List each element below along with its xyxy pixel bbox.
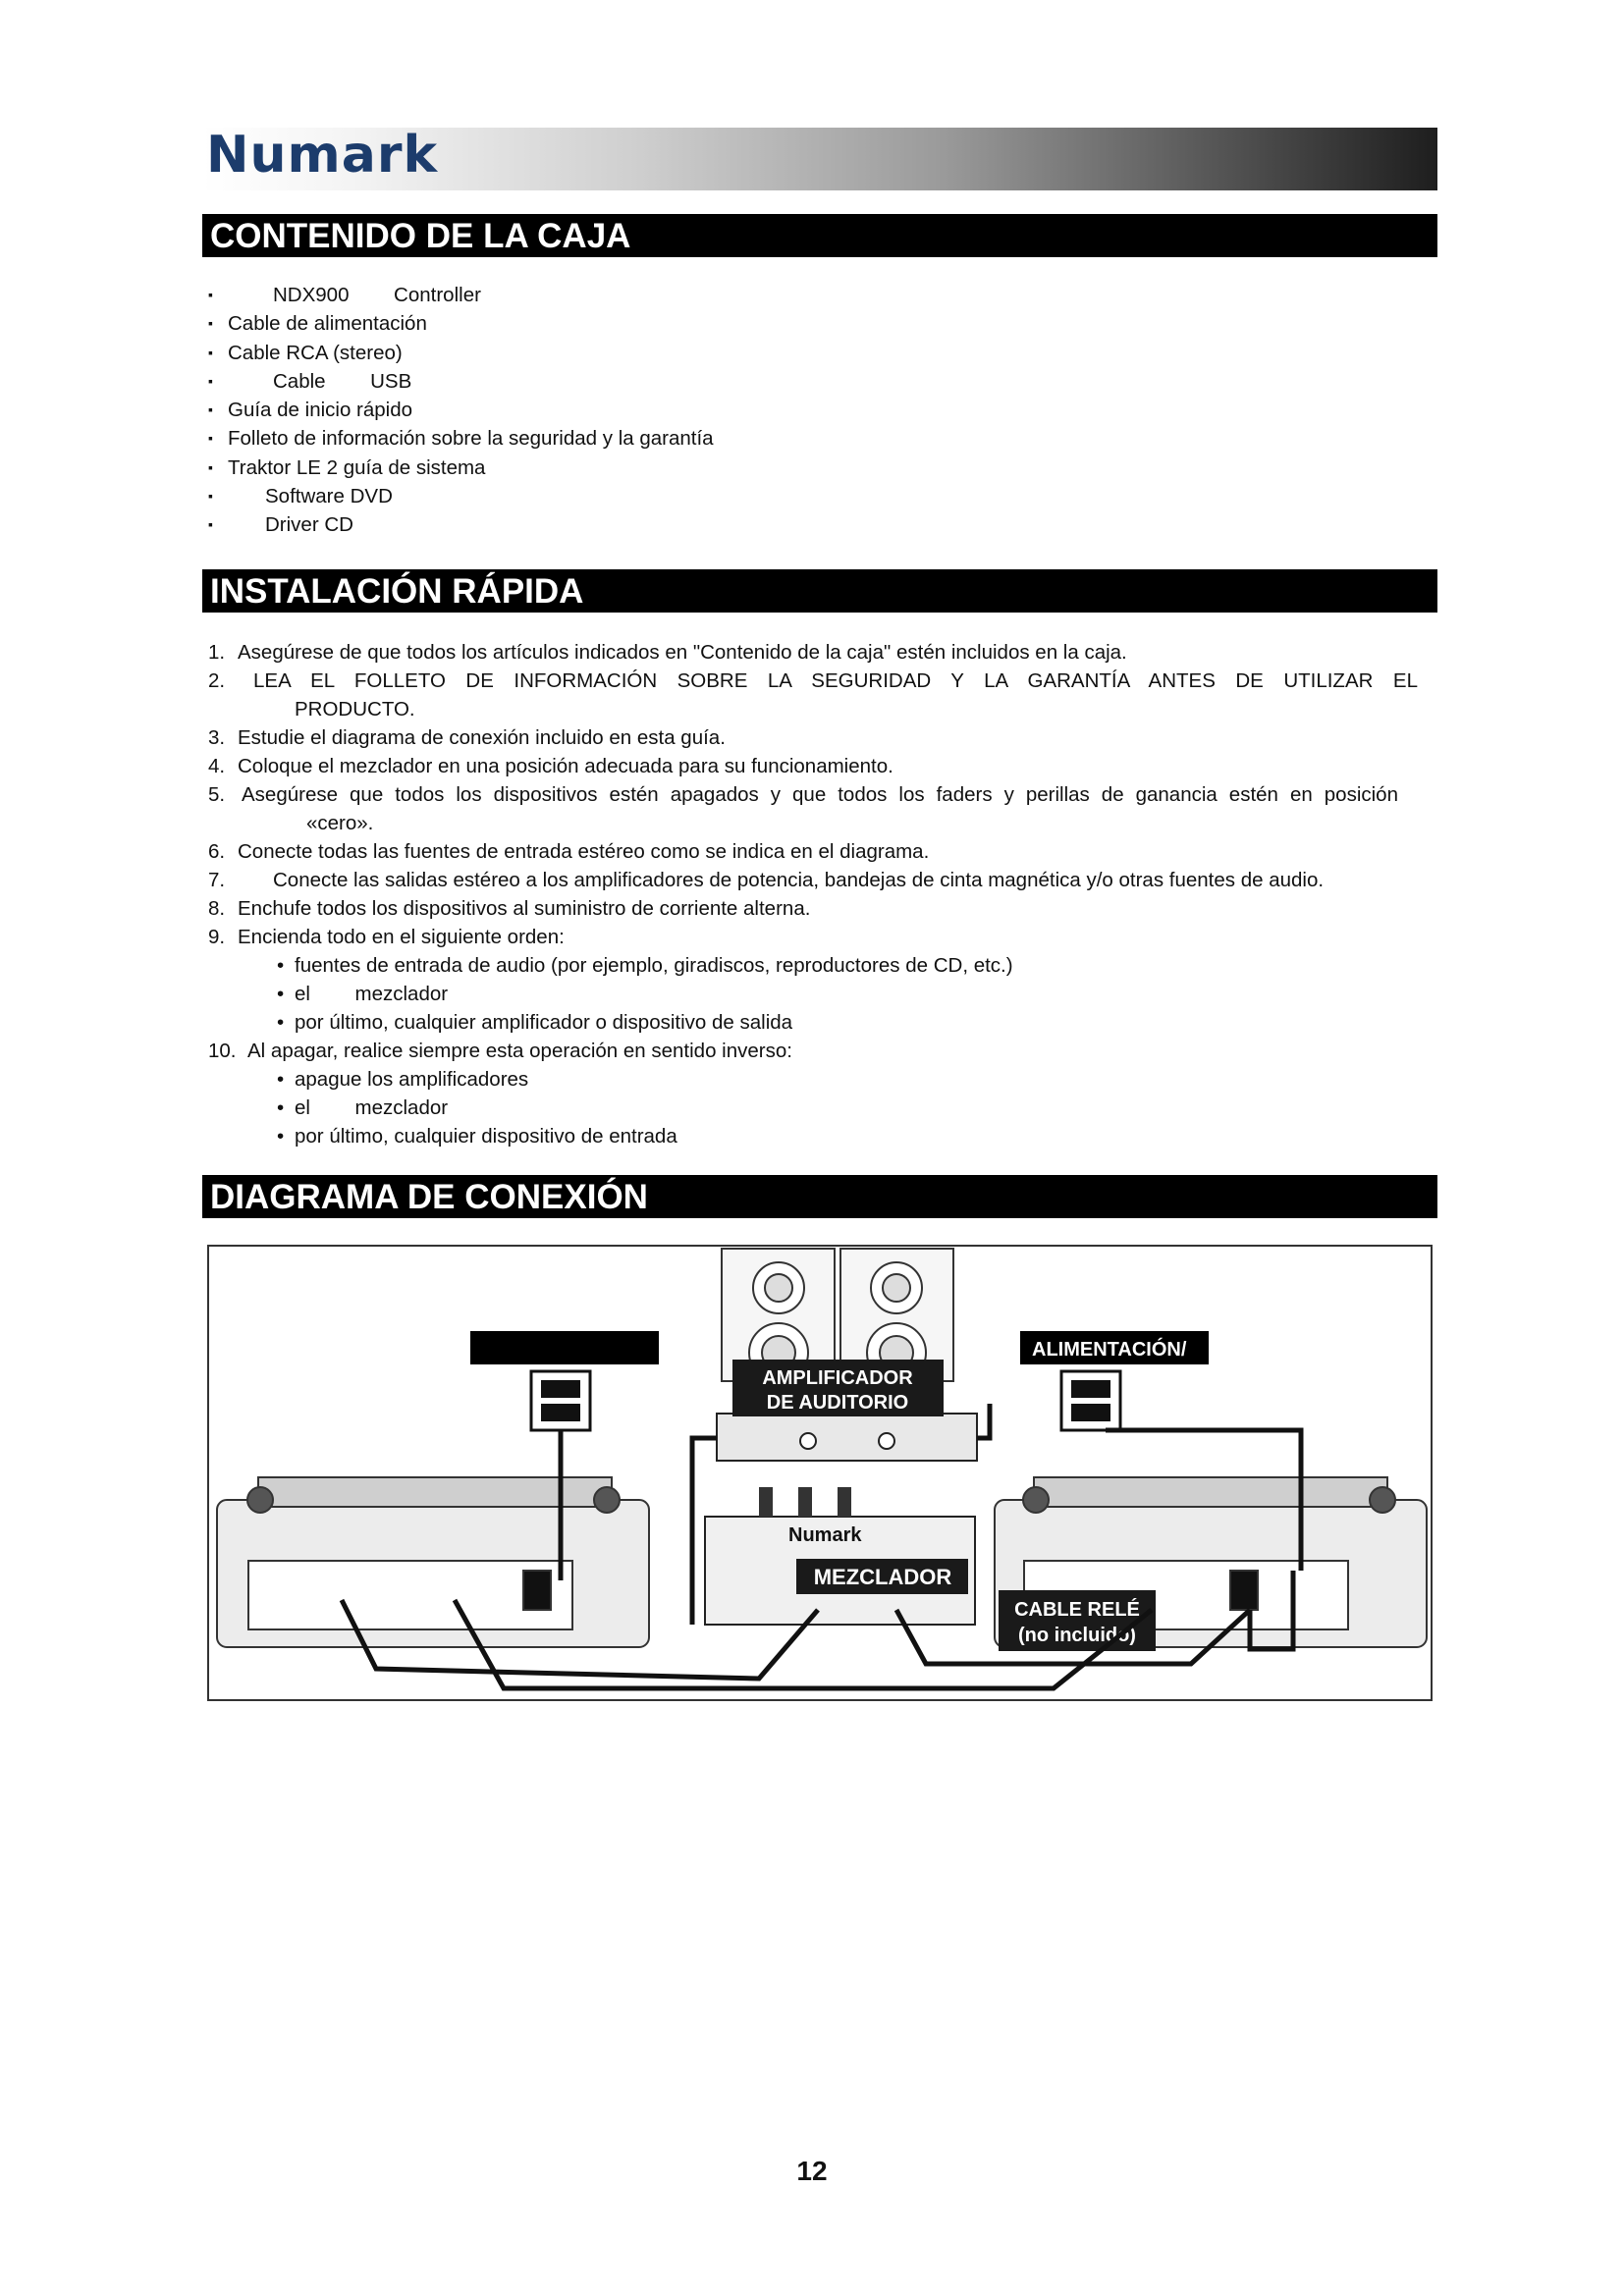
left-cd-player [217,1477,649,1647]
step-8: 8. Enchufe todos los dispositivos al suministro de corriente alterna. [208,897,811,920]
amplifier-unit [717,1360,977,1461]
section-title-connection-diagram: DIAGRAMA DE CONEXIÓN [202,1175,1437,1218]
power-on-item: • el mezclador [208,980,1418,1008]
step-5-continued: «cero». [306,812,374,834]
section-title-quick-setup: INSTALACIÓN RÁPIDA [202,569,1437,613]
mixer-label: MEZCLADOR [813,1565,952,1589]
power-label: ALIMENTACIÓN/ [1032,1339,1187,1361]
relay-cable-label [999,1590,1156,1651]
step-7: 7. Conecte las salidas estéreo a los amplificadores de potencia, bandejas de cinta magnética y/o otras fuentes de audio. [208,869,1325,891]
list-item: ▪ Driver CD [208,510,714,539]
list-item: ▪ NDX900 Controller [208,281,714,309]
step-9: 9. Encienda todo en el siguiente orden: [208,926,565,948]
right-power-outlet [1020,1331,1209,1430]
power-off-item: • el mezclador [208,1094,1418,1122]
mixer-logo: Numark [788,1524,862,1546]
amp-return-cable [977,1404,990,1438]
section-title-box-contents: CONTENIDO DE LA CAJA [202,214,1437,257]
step-6: 6. Conecte todas las fuentes de entrada estéreo como se indica en el diagrama. [208,840,930,863]
step-5: 5. Asegúrese que todos los dispositivos estén apagados y que todos los faders y perillas de ganancia estén en posición [208,783,1398,806]
relay-label-line1: CABLE RELÉ [1014,1599,1140,1621]
step-1: 1. Asegúrese de que todos los artículos indicados en "Contenido de la caja" estén incluidos en la caja. [208,641,1127,664]
list-item: ▪ Cable de alimentación [208,309,714,338]
list-item: ▪ Guía de inicio rápido [208,396,714,424]
connection-diagram-illustration [209,1247,1431,1699]
amplifier-label-line2: DE AUDITORIO [766,1392,909,1414]
power-on-item: • por último, cualquier amplificador o dispositivo de salida [208,1008,1418,1037]
page-number: 12 [796,2156,828,2186]
power-off-item: • por último, cualquier dispositivo de entrada [208,1122,1418,1150]
mixer-unit [705,1487,975,1625]
list-item: ▪ Cable USB [208,367,714,396]
power-off-item: • apague los amplificadores [208,1065,1418,1094]
relay-label-line2: (no incluido) [1018,1625,1136,1646]
connection-diagram [207,1245,1433,1701]
brand-logo: Numark [206,126,439,185]
box-contents-list [208,281,714,540]
list-item: ▪ Software DVD [208,482,714,510]
step-4: 4. Coloque el mezclador en una posición adecuada para su funcionamiento. [208,755,893,777]
power-on-item: • fuentes de entrada de audio (por ejemplo, giradiscos, reproductores de CD, etc.) [208,951,1418,980]
list-item: ▪ Folleto de información sobre la seguridad y la garantía [208,424,714,453]
step-3: 3. Estudie el diagrama de conexión incluido en esta guía. [208,726,726,749]
step-2-continued: PRODUCTO. [295,698,415,721]
list-item: ▪ Traktor LE 2 guía de sistema [208,454,714,482]
step-2: 2. LEA EL FOLLETO DE INFORMACIÓN SOBRE LA SEGURIDAD Y LA GARANTÍA ANTES DE UTILIZAR EL [208,669,1418,692]
list-item: ▪ Cable RCA (stereo) [208,339,714,367]
left-power-outlet [470,1331,659,1430]
quick-setup-steps [208,638,1418,1150]
step-10: 10. Al apagar, realice siempre esta operación en sentido inverso: [208,1040,792,1062]
amplifier-label-line1: AMPLIFICADOR [762,1367,913,1389]
